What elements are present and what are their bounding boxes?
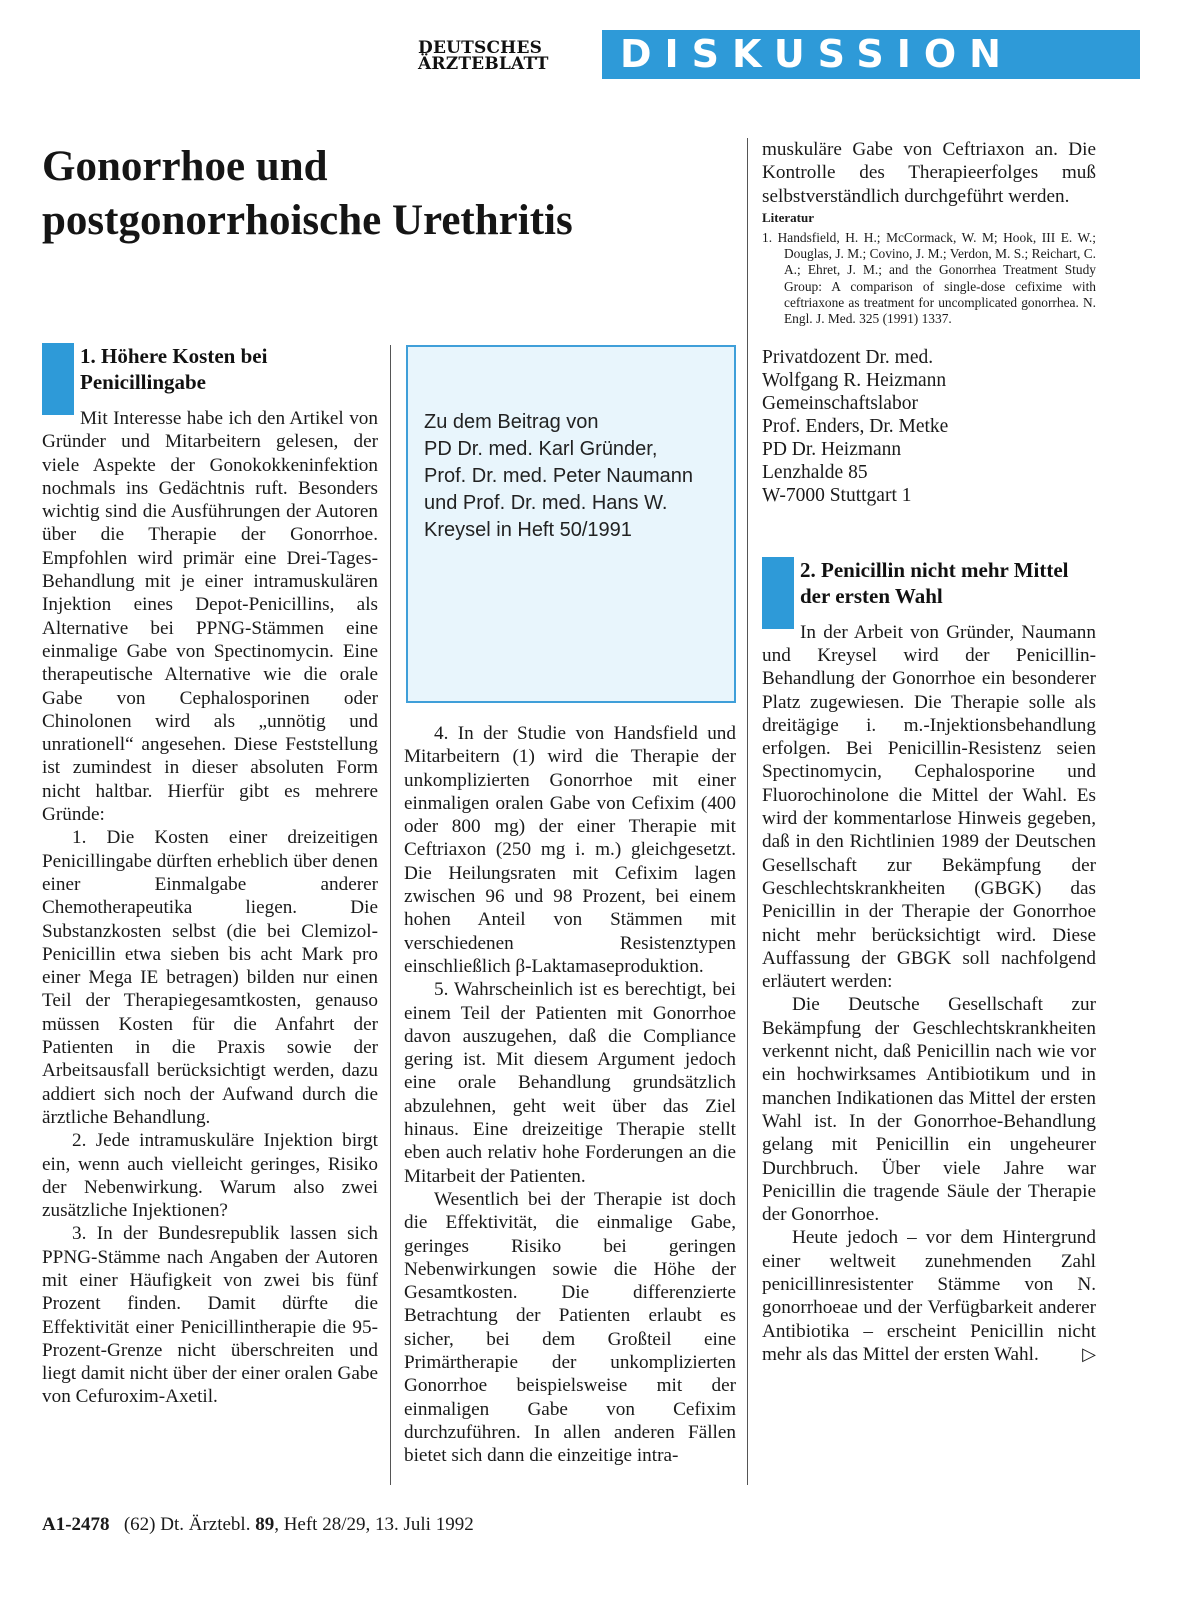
section-marker — [42, 343, 74, 415]
address-line: PD Dr. Heizmann — [762, 438, 902, 460]
article-title — [42, 140, 762, 248]
address-line: Wolfgang R. Heizmann — [762, 369, 947, 391]
section-2-heading: 2. Penicillin nicht mehr Mittel der ersten Wahl — [800, 557, 1069, 608]
section-2-header — [762, 557, 1096, 609]
paragraph: 1. Die Kosten einer dreizeitigen Penicillingabe dürften erheblich über denen einer Einmalgabe anderer Chemotherapeutika liegen. Die Substanzkosten selbst (die bei Clemizol-Penicillin etwa sieben bis acht Mark pro einer Mega IE betragen) bilden nur einen Teil der Therapiegesamtkosten, genauso müssen Kosten für die Anfahrt der Patienten in die Praxis sowie der Arbeitsausfall berücksichtigt werden, dazu addiert sich noch der Aufwand durch die ärztliche Behandlung. — [42, 827, 378, 1128]
paragraph: 4. In der Studie von Handsfield und Mitarbeitern (1) wird die Therapie der unkomplizierten Gonorrhoe mit einer einmaligen oralen Gabe von Cefixim (400 oder 800 mg) der einer Therapie mit Ceftriaxon (250 mg i. m.) gleichgesetzt. Die Heilungsraten mit Cefixim lagen zwischen 96 und 98 Prozent, bei einem hohen Anteil von Stämmen mit verschiedenen Resistenztypen einschließlich β-Laktamaseproduktion. — [404, 723, 736, 977]
column-3 — [762, 138, 1096, 1366]
section-1-header — [42, 343, 378, 395]
reference-line: und Prof. Dr. med. Hans W. — [424, 492, 668, 514]
paragraph — [762, 1226, 1096, 1366]
paragraph-text: Heute jedoch – vor dem Hintergrund einer weltweit zunehmenden Zahl penicillinresistenter Stämme von N. gonorrhoeae und der Verfügbarkeit anderer Antibiotika – erscheint Penicillin nicht mehr als das Mittel der ersten Wahl. — [762, 1227, 1096, 1365]
page-code: A1-2478 — [42, 1514, 110, 1535]
journal-logo-line2: ÄRZTEBLATT — [418, 54, 549, 74]
paragraph: muskuläre Gabe von Ceftriaxon an. Die Kontrolle des Therapieerfolges muß selbstverständlich durchgeführt werden. — [762, 139, 1096, 207]
reference-line: Kreysel in Heft 50/1991 — [424, 519, 632, 541]
column-divider-1 — [390, 345, 391, 1485]
footer-volume: 89 — [255, 1514, 275, 1535]
literature-heading: Literatur — [762, 209, 814, 225]
column-2 — [404, 722, 736, 1468]
reference-line: Prof. Dr. med. Peter Naumann — [424, 465, 694, 487]
page-footer — [42, 1514, 474, 1536]
section-banner: DISKUSSION — [602, 30, 1140, 79]
reference-box — [406, 345, 736, 703]
address-line: Prof. Enders, Dr. Metke — [762, 415, 949, 437]
address-line: Lenzhalde 85 — [762, 461, 868, 483]
literature-item: 1. Handsfield, H. H.; McCormack, W. M; Hook, III E. W.; Douglas, J. M.; Covino, J. M.; Verdon, M. S.; Reichart, C. A.; Ehret, J. M.; and the Gonorrhea Treatment Study Group: A comparison of single-dose cefixime with ceftriaxone as treatment for uncomplicated gonorrhea. N. Engl. J. Med. 325 (1991) 1337. — [762, 229, 1096, 327]
section-1-heading: 1. Höhere Kosten bei Penicillingabe — [80, 344, 268, 394]
journal-logo-line1: DEUTSCHES — [418, 38, 543, 58]
paragraph: 5. Wahrscheinlich ist es berechtigt, bei einem Teil der Patienten mit Gonorrhoe davon auszugehen, daß die Compliance gering ist. Mit diesem Argument jedoch eine orale Behandlung grundsätzlich abzulehnen, geht weit über das Ziel hinaus. Eine dreizeitige Therapie stellt eben auch relativ hohe Forderungen an die Mitarbeit der Patienten. — [404, 979, 736, 1187]
address-line: Gemeinschaftslabor — [762, 392, 918, 414]
footer-issue: (62) Dt. Ärztebl. — [123, 1514, 251, 1535]
footer-date: , Heft 28/29, 13. Juli 1992 — [274, 1514, 474, 1535]
column-1 — [42, 343, 378, 1409]
paragraph: 3. In der Bundesrepublik lassen sich PPNG-Stämme nach Angaben der Autoren mit einer Häufigkeit von zwei bis fünf Prozent finden. Damit dürfte die Effektivität einer Penicillintherapie die 95-Prozent-Grenze nicht überschreiten und liegt damit nicht über der einer oralen Gabe von Cefuroxim-Axetil. — [42, 1223, 378, 1408]
paragraph: Mit Interesse habe ich den Artikel von Gründer und Mitarbeitern gelesen, der viele Aspekte der Gonokokkeninfektion nochmals ins Gedächtnis ruft. Besonders wichtig sind die Ausführungen der Autoren über die Therapie der Gonorrhoe. Empfohlen wird primär eine Drei-Tages-Behandlung mit je einer intramuskulären Injektion eines Depot-Penicillins, als Alternative bei PPNG-Stämmen eine einmalige Gabe von Spectinomycin. Eine therapeutische Alternative wie die orale Gabe von Cephalosporinen oder Chinolonen wird als „unnötig und unrationell“ angesehen. Diese Feststellung ist zumindest in dieser absoluten Form nicht haltbar. Hierfür gibt es mehrere Gründe: — [42, 408, 378, 826]
paragraph: In der Arbeit von Gründer, Naumann und Kreysel wird der Penicillin-Behandlung der Gonorrhoe ein besonderer Platz zugewiesen. Die Therapie solle als dreitägige i. m.-Injektionsbehandlung erfolgen. Bei Penicillin-Resistenz seien Spectinomycin, Cephalosporine und Fluorochinolone die Mittel der Wahl. Es wird der kommentarlose Hinweis gegeben, daß in den Richtlinien 1989 der Deutschen Gesellschaft zur Bekämpfung der Geschlechtskrankheiten (GBGK) das Penicillin in der Therapie der Gonorrhoe nicht mehr berücksichtigt wird. Diese Auffassung der GBGK soll nachfolgend erläutert werden: — [762, 621, 1096, 993]
column-divider-2 — [747, 138, 748, 1485]
reference-box-text — [424, 409, 724, 544]
address-line: Privatdozent Dr. med. — [762, 346, 934, 368]
paragraph: Wesentlich bei der Therapie ist doch die Effektivität, die einmalige Gabe, geringes Risiko bei geringen Nebenwirkungen sowie die Höhe der Gesamtkosten. Die differenzierte Betrachtung der Patienten erlaubt es sicher, bei dem Großteil eine Primärtherapie der unkomplizierten Gonorrhoe beispielsweise mit der einmaligen Gabe von Cefixim durchzuführen. In allen anderen Fällen bietet sich dann die einzeitige intra- — [404, 1188, 736, 1467]
reference-line: Zu dem Beitrag von — [424, 411, 599, 433]
article-title-line1: Gonorrhoe und — [42, 143, 328, 190]
address-line: W-7000 Stuttgart 1 — [762, 484, 912, 506]
paragraph: 2. Jede intramuskuläre Injektion birgt ein, wenn auch vielleicht geringes, Risiko der Nebenwirkung. Warum also zwei zusätzliche Injektionen? — [42, 1130, 378, 1222]
article-title-line2: postgonorrhoische Urethritis — [42, 197, 573, 244]
continue-arrow-icon: ▷ — [1082, 1343, 1096, 1364]
journal-logo — [418, 40, 586, 72]
section-marker — [762, 557, 794, 629]
author-address — [762, 346, 1096, 507]
paragraph: Die Deutsche Gesellschaft zur Bekämpfung der Geschlechtskrankheiten verkennt nicht, daß Penicillin nach wie vor ein hochwirksames Antibiotikum und in manchen Indikationen das Mittel der ersten Wahl ist. In der Gonorrhoe-Behandlung gelang mit Penicillin ein ungeheurer Durchbruch. Über viele Jahre war Penicillin die tragende Säule der Therapie der Gonorrhoe. — [762, 994, 1096, 1226]
reference-line: PD Dr. med. Karl Gründer, — [424, 438, 658, 460]
